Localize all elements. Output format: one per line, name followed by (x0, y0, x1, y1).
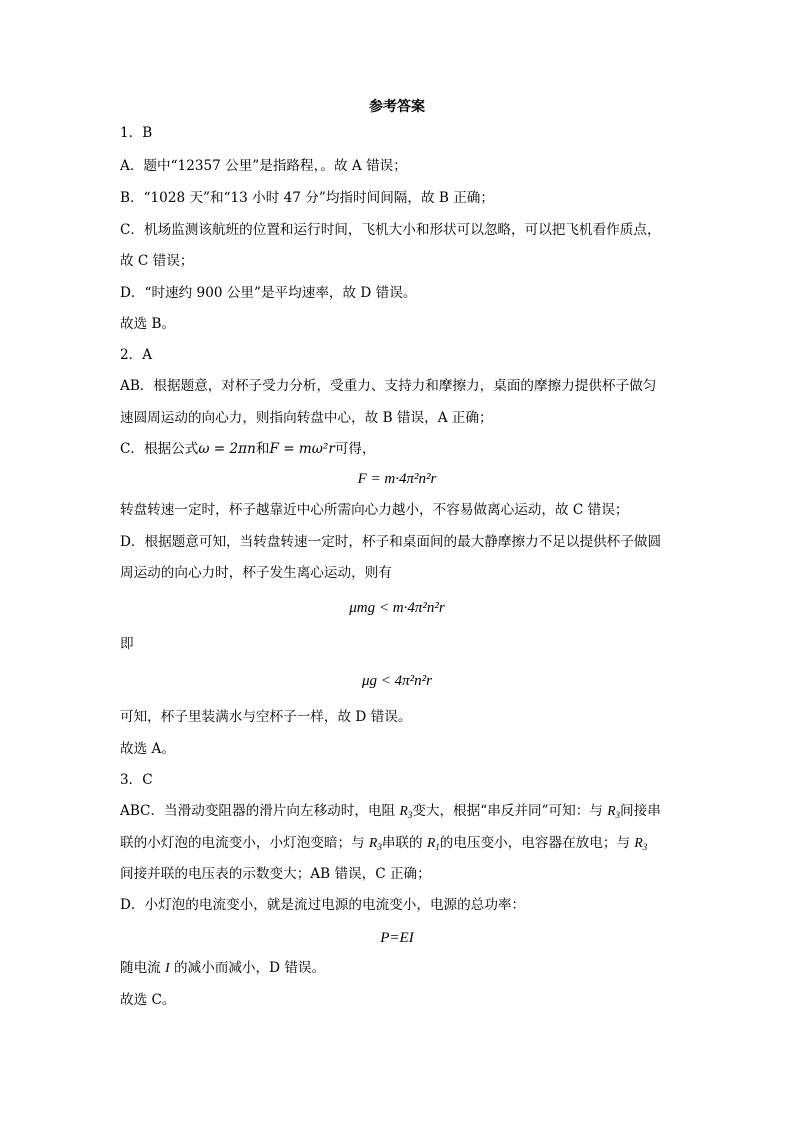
q2-option-d-line1: D．根据题意可知，当转盘转速一定时，杯子和桌面间的最大静摩擦力不足以提供杯子做圆 (120, 534, 662, 550)
q2-option-ab-line2: 速圆周运动的向心力，则指向转盘中心，故 B 错误，A 正确； (120, 410, 493, 426)
q1-option-d: D．“时速约 900 公里”是平均速率，故 D 错误。 (120, 285, 417, 301)
symbol-r: R (607, 803, 616, 818)
q1-answer-number: 1．B (120, 125, 153, 141)
q3-answer-number: 3．C (120, 772, 153, 788)
q2-option-c-line2: 转盘转速一定时，杯子越靠近中心所需向心力越小，不容易做离心运动，故 C 错误； (120, 502, 629, 518)
q3-conclusion: 故选 C。 (120, 992, 176, 1008)
q3-text: 随电流 (120, 960, 166, 976)
q3-option-d-line2 (120, 960, 325, 976)
q3-option-abc-line1 (120, 803, 661, 819)
q3-text: 联的小灯泡的电流变小，小灯泡变暗；与 (120, 835, 370, 851)
q3-text: 的减小而减小，D 错误。 (169, 960, 326, 976)
equation-power: P=EI (380, 930, 414, 946)
q2-c-suffix: 可得， (334, 441, 376, 457)
q1-option-c-line1: C．机场监测该航班的位置和运行时间，飞机大小和形状可以忽略，可以把飞机看作质点， (120, 222, 661, 238)
q2-option-c-line1 (120, 441, 376, 457)
equation-friction-inequality: μmg < m·4π²n²r (349, 600, 445, 616)
symbol-sub: 3 (407, 810, 413, 820)
symbol-r3 (399, 803, 412, 818)
equation-simplified-inequality: μg < 4π²n²r (362, 673, 432, 689)
q2-conclusion: 故选 A。 (120, 741, 175, 757)
q3-text: ABC．当滑动变阻器的滑片向左移动时，电阻 (120, 803, 400, 819)
symbol-r: R (634, 835, 643, 850)
q2-answer-number: 2．A (120, 347, 153, 363)
q3-option-abc-line2 (120, 835, 647, 851)
q3-text: 串联的 (381, 835, 427, 851)
symbol-r3 (607, 803, 620, 818)
q1-option-b: B．“1028 天”和“13 小时 47 分”均指时间间隔，故 B 正确； (120, 190, 494, 206)
q3-text: 间接串 (620, 803, 661, 819)
q1-option-c-line2: 故 C 错误； (120, 253, 194, 269)
symbol-current: I (165, 960, 170, 975)
q3-option-d-line1: D．小灯泡的电流变小，就是流过电源的电流变小，电源的总功率： (120, 897, 526, 913)
symbol-r1 (427, 835, 440, 850)
symbol-sub: 3 (377, 842, 382, 852)
q1-conclusion: 故选 B。 (120, 316, 176, 332)
q2-option-ab-line1: AB．根据题意，对杯子受力分析，受重力、支持力和摩擦力，桌面的摩擦力提供杯子做匀 (120, 378, 657, 394)
q2-ji: 即 (120, 636, 134, 652)
symbol-r: R (399, 803, 408, 818)
formula-force: F = mω²r (269, 441, 335, 457)
page-title: 参考答案 (369, 99, 425, 115)
symbol-sub: 3 (615, 810, 621, 820)
q2-c-prefix: C．根据公式 (120, 441, 199, 457)
q2-option-d-line2: 周运动的向心力时，杯子发生离心运动，则有 (120, 565, 392, 581)
q3-text: 变大，根据“串反并同”可知：与 (412, 803, 608, 819)
q3-text: 的电压变小，电容器在放电；与 (439, 835, 635, 851)
symbol-r: R (369, 835, 378, 850)
q2-option-d-line3: 可知，杯子里装满水与空杯子一样，故 D 错误。 (120, 709, 412, 725)
symbol-sub: 1 (435, 842, 440, 852)
symbol-sub: 3 (642, 842, 648, 852)
equation-centripetal-force: F = m·4π²n²r (357, 471, 437, 487)
q2-c-and: 和 (255, 441, 270, 457)
symbol-r: R (426, 835, 436, 850)
q3-option-abc-line3: 间接并联的电压表的示数变大；AB 错误，C 正确； (120, 866, 431, 882)
formula-omega: ω = 2πn (198, 441, 256, 457)
q1-option-a: A．题中“12357 公里”是指路程，。故 A 错误； (120, 158, 407, 174)
symbol-r3 (369, 835, 382, 850)
symbol-r3 (634, 835, 647, 850)
